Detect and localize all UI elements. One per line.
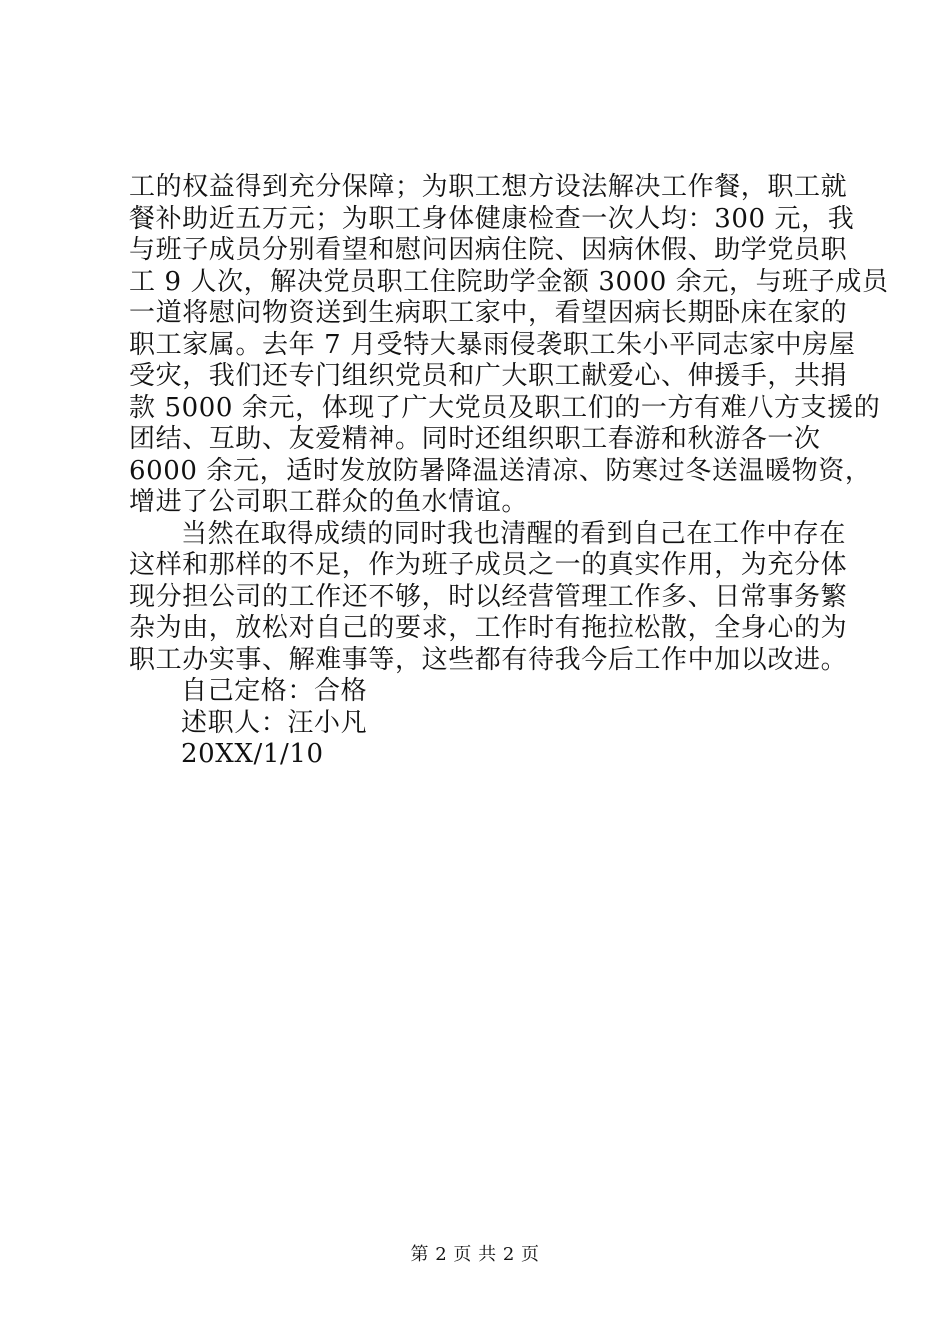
text-line: 现分担公司的工作还不够，时以经营管理工作多、日常事务繁	[129, 581, 848, 612]
text-line: 杂为由，放松对自己的要求，工作时有拖拉松散，全身心的为	[129, 613, 848, 643]
page-footer	[0, 1243, 950, 1267]
page-indicator: 第 2 页 共 2 页	[410, 1244, 540, 1265]
text-line: 6000 余元，适时发放防暑降温送清凉、防寒过冬送温暖物资，	[129, 455, 872, 486]
document-date: 20XX/1/10	[181, 739, 324, 769]
text-line: 这样和那样的不足，作为班子成员之一的真实作用，为充分体	[129, 550, 848, 580]
text-line: 工的权益得到充分保障；为职工想方设法解决工作餐，职工就	[129, 172, 848, 202]
text-line: 与班子成员分别看望和慰问因病住院、因病休假、助学党员职	[129, 235, 848, 265]
text-line: 增进了公司职工群众的鱼水情谊。	[129, 487, 529, 517]
text-line: 餐补助近五万元；为职工身体健康检查一次人均：300 元，我	[129, 203, 855, 234]
reporter-signature: 述职人：汪小凡	[181, 707, 368, 738]
self-rating: 自己定格：合格	[181, 676, 368, 706]
text-line: 一道将慰问物资送到生病职工家中，看望因病长期卧床在家的	[129, 298, 848, 328]
text-line: 团结、互助、友爱精神。同时还组织职工春游和秋游各一次	[129, 424, 821, 454]
text-line: 职工家属。去年 7 月受特大暴雨侵袭职工朱小平同志家中房屋	[129, 329, 856, 360]
text-line: 受灾，我们还专门组织党员和广大职工献爱心、伸援手，共捐	[129, 361, 848, 391]
text-line: 工 9 人次，解决党员职工住院助学金额 3000 余元，与班子成员	[129, 266, 889, 297]
text-line: 当然在取得成绩的同时我也清醒的看到自己在工作中存在	[181, 518, 847, 549]
text-line: 款 5000 余元，体现了广大党员及职工们的一方有难八方支援的	[129, 392, 881, 423]
paragraph-1	[129, 172, 889, 519]
paragraph-2	[129, 518, 848, 677]
document-body	[129, 172, 889, 771]
text-line: 职工办实事、解难事等，这些都有待我今后工作中加以改进。	[129, 644, 848, 675]
